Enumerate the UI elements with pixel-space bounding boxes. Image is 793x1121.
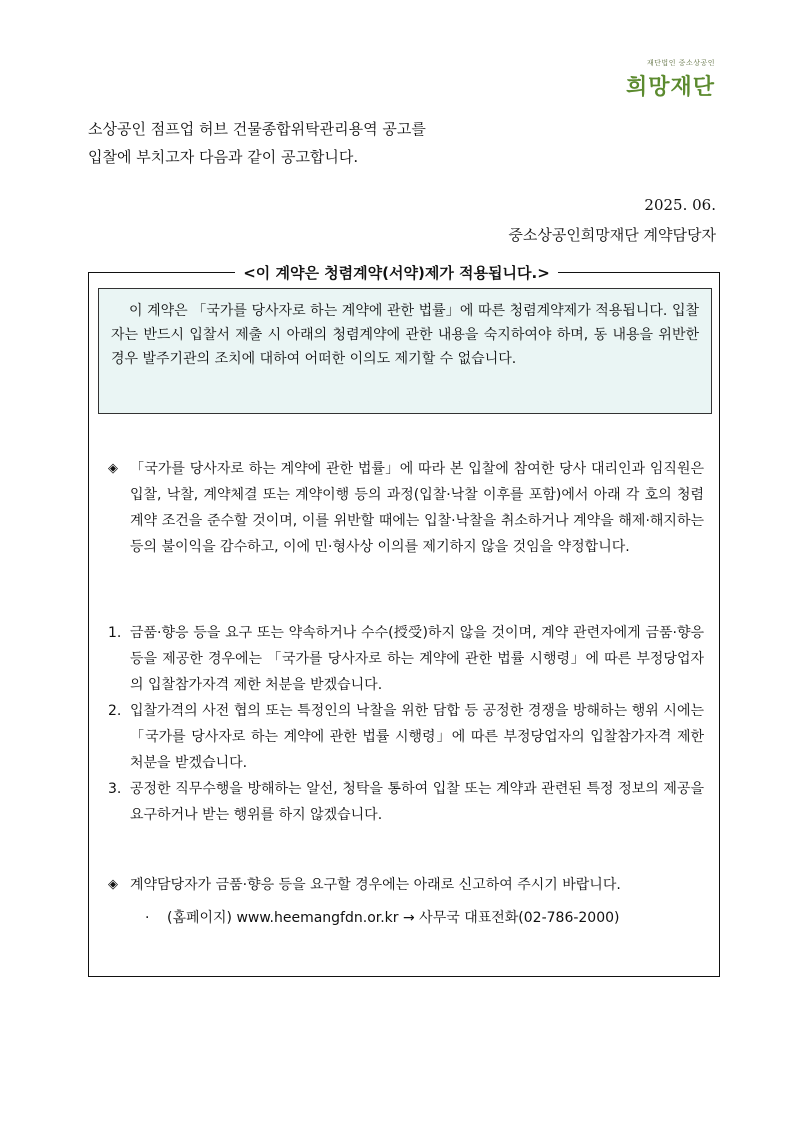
item-text: 금품·향응 등을 요구 또는 약속하거나 수수(授受)하지 않을 것이며, 계약 관련자에게 금품·향응 등을 제공한 경우에는 「국가를 당사자로 하는 계약에 관한 법률 시행령」에 따른 부정당업자의 입찰참가자격 제한 처분을 받겠습니다. (130, 625, 704, 693)
report-text: 계약담당자가 금품·향응 등을 요구할 경우에는 아래로 신고하여 주시기 바랍니다. (130, 877, 621, 893)
integrity-notice-text: 이 계약은 「국가를 당사자로 하는 계약에 관한 법률」에 따른 청렴계약제가 적용됩니다. 입찰자는 반드시 입찰서 제출 시 아래의 청렴계약에 관한 내용을 숙지하여야 하며, 동 내용을 위반한 경우 발주기관의 조치에 대하여 어떠한 이의도 제기할 수 없습니다. (111, 303, 699, 367)
pledge-text: 「국가를 당사자로 하는 계약에 관한 법률」에 따라 본 입찰에 참여한 당사 대리인과 임직원은 입찰, 낙찰, 계약체결 또는 계약이행 등의 과정(입찰·낙찰 이후를 포함)에서 아래 각 호의 청렴계약 조건을 준수할 것이며, 이를 위반할 때에는 입찰·낙찰을 취소하거나 계약을 해제·해지하는 등의 불이익을 감수하고, 이에 민·형사상 이의를 제기하지 않을 것임을 약정합니다. (130, 461, 704, 555)
list-item (108, 620, 704, 698)
list-item (108, 698, 704, 776)
contact-line (145, 905, 705, 931)
contact-text: (홈페이지) www.heemangfdn.or.kr → 사무국 대표전화(02-786-2000) (167, 910, 620, 926)
integrity-notice (98, 288, 712, 414)
report-section (108, 872, 704, 898)
box-title (0, 262, 793, 283)
box-title-text: <이 계약은 청렴계약(서약)제가 적용됩니다.> (235, 264, 558, 282)
diamond-bullet-icon: ◈ (108, 461, 118, 476)
logo-name: 희망재단 (625, 75, 715, 100)
intro-line-1: 소상공인 점프업 허브 건물종합위탁관리용역 공고를 (88, 120, 426, 138)
item-text: 공정한 직무수행을 방해하는 알선, 청탁을 통하여 입찰 또는 계약과 관련된 특정 정보의 제공을 요구하거나 받는 행위를 하지 않겠습니다. (130, 781, 704, 823)
signer: 중소상공인희망재단 계약담당자 (508, 226, 716, 244)
notice-date: 2025. 06. (644, 196, 716, 214)
diamond-bullet-icon: ◈ (108, 877, 118, 892)
intro-paragraph (88, 115, 728, 171)
item-number: 2. (108, 703, 122, 719)
list-item (108, 776, 704, 828)
conditions-list (108, 620, 704, 828)
pledge-section (108, 456, 704, 560)
item-number: 1. (108, 625, 122, 641)
dot-bullet-icon: · (145, 910, 150, 926)
logo-subtitle: 재단법인 중소상공인 (646, 59, 715, 67)
intro-line-2: 입찰에 부치고자 다음과 같이 공고합니다. (88, 148, 359, 166)
item-number: 3. (108, 781, 122, 797)
foundation-logo (626, 58, 715, 101)
item-text: 입찰가격의 사전 협의 또는 특정인의 낙찰을 위한 담합 등 공정한 경쟁을 방해하는 행위 시에는 「국가를 당사자로 하는 계약에 관한 법률 시행령」에 따른 부정당업자의 입찰참가자격 제한 처분을 받겠습니다. (130, 703, 704, 771)
